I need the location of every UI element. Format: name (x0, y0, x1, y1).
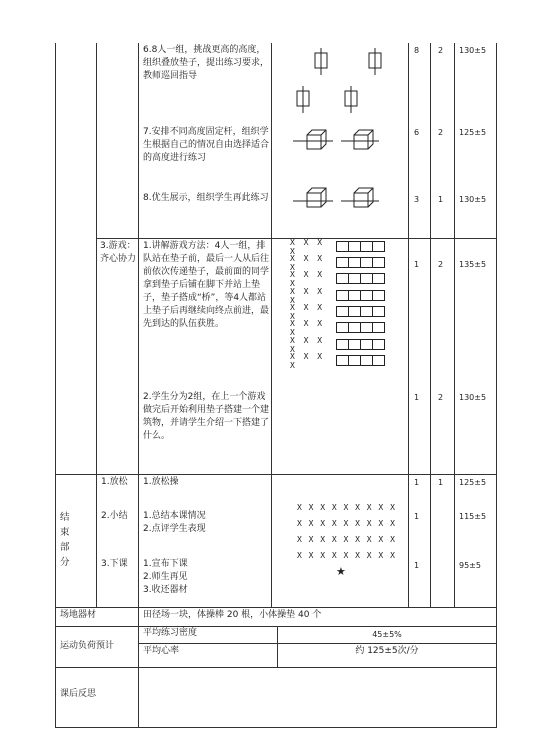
count-r3: 3 (414, 195, 420, 204)
mat-row (336, 339, 385, 350)
team-x-marks: X X X X (290, 318, 325, 337)
sets-r1: 2 (438, 46, 444, 55)
relax-section-label: 1.放松 (101, 477, 128, 487)
teacher-star-icon: ★ (336, 565, 346, 578)
row-divider-heart (138, 643, 497, 644)
formation-row: X X X X X X X X X (297, 535, 396, 544)
mat-row (336, 322, 385, 333)
sets-r2: 2 (438, 128, 444, 137)
ending-part-label: 结 束 部 分 (60, 512, 70, 568)
team-x-marks: X X X X (290, 351, 325, 370)
relax-content: 1.放松操 (143, 477, 179, 487)
row-divider-reflection (55, 667, 497, 668)
mat-row (336, 355, 385, 366)
density-value: 45±5% (372, 630, 402, 639)
team-row (290, 302, 385, 321)
col-divider-4 (408, 43, 409, 607)
table-border-bottom (55, 727, 497, 728)
load-label: 运动负荷预计 (60, 641, 115, 651)
summary-section-label: 2.小结 (101, 511, 128, 521)
density-label: 平均练习密度 (143, 628, 198, 638)
team-row (290, 253, 385, 272)
dismiss-content: 1.宣布下课 2.师生再见 3.收还器材 (143, 559, 188, 595)
game-section-label: 3.游戏：齐心协力 (100, 241, 137, 264)
mat-row (336, 241, 385, 252)
team-x-marks: X X X X (290, 269, 325, 288)
sets-e1: 1 (438, 478, 444, 487)
game-step-2: 2.学生分为2组，在上一个游戏做完后开始利用垫子搭建一个建筑物，并请学生介绍一下搭建了什么。 (143, 392, 270, 441)
count-r2: 6 (414, 128, 420, 137)
summary-content: 1.总结本课情况 2.点评学生表现 (143, 511, 206, 534)
count-e1: 1 (414, 478, 420, 487)
team-x-marks: X X X X (290, 335, 325, 354)
heartrate-r3: 130±5 (459, 195, 487, 204)
count-e2: 1 (414, 512, 420, 521)
formation-row: X X X X X X X X X (297, 519, 396, 528)
heart-rate-label: 平均心率 (143, 646, 180, 656)
col-divider-1 (96, 43, 97, 607)
team-row (290, 335, 385, 354)
count-e3: 1 (414, 561, 420, 570)
sets-r5: 2 (438, 393, 444, 402)
game-step-1: 1.讲解游戏方法：4人一组，排队站在垫子前，最后一人从后往前依次传递垫子，最前面的同学拿到垫子后铺在脚下并站上垫子，垫子搭成“桥”，等4人都站上垫子后再继续向终点前进，最先到达的队伍获胜。 (143, 241, 270, 329)
formation-row: X X X X X X X X X (297, 503, 396, 512)
equipment-value: 田径场一块，体操棒 20 根，小体操垫 40 个 (143, 610, 322, 620)
heartrate-r5: 130±5 (459, 393, 487, 402)
sets-r4: 2 (438, 260, 444, 269)
mat-row (336, 306, 385, 317)
count-r4: 1 (414, 260, 420, 269)
team-x-marks: X X X X (290, 237, 325, 256)
heartrate-r4: 135±5 (459, 260, 487, 269)
team-row (290, 286, 385, 305)
count-r1: 8 (414, 46, 420, 55)
equipment-label: 场地器材 (60, 610, 97, 620)
formation-row: X X X X X X X X X (297, 551, 396, 560)
dismiss-section-label: 3.下课 (101, 559, 128, 569)
step-8-text: 8.优生展示，组织学生再此练习 (143, 193, 269, 203)
mat-row (336, 273, 385, 284)
mat-row (336, 290, 385, 301)
row-divider-equipment (55, 607, 497, 608)
high-jump-diagrams (271, 43, 408, 238)
team-row (290, 351, 385, 370)
heartrate-e2: 115±5 (459, 512, 487, 521)
heartrate-e3: 95±5 (459, 561, 481, 570)
reflection-label: 课后反思 (60, 689, 97, 699)
count-r5: 1 (414, 393, 420, 402)
heartrate-r1: 130±5 (459, 46, 487, 55)
col-divider-5 (430, 43, 431, 607)
step-6-text: 6.8人一组，挑战更高的高度，组织叠放垫子，提出练习要求，教师巡回指导 (143, 45, 270, 81)
team-x-marks: X X X X (290, 253, 325, 272)
sets-r3: 1 (438, 195, 444, 204)
team-x-marks: X X X X (290, 302, 325, 321)
heartrate-r2: 125±5 (459, 128, 487, 137)
step-7-text: 7.安排不同高度固定杆，组织学生根据自己的情况自由选择适合的高度进行练习 (143, 127, 270, 163)
row-divider-ending (55, 474, 497, 475)
mat-row (336, 257, 385, 268)
col-divider-6 (454, 43, 455, 607)
heart-rate-value: 约 125±5次/分 (355, 646, 419, 656)
row-divider-load (55, 626, 497, 627)
team-row (290, 269, 385, 288)
heartrate-e1: 125±5 (459, 478, 487, 487)
team-x-marks: X X X X (290, 286, 325, 305)
team-row (290, 237, 385, 256)
team-row (290, 318, 385, 337)
